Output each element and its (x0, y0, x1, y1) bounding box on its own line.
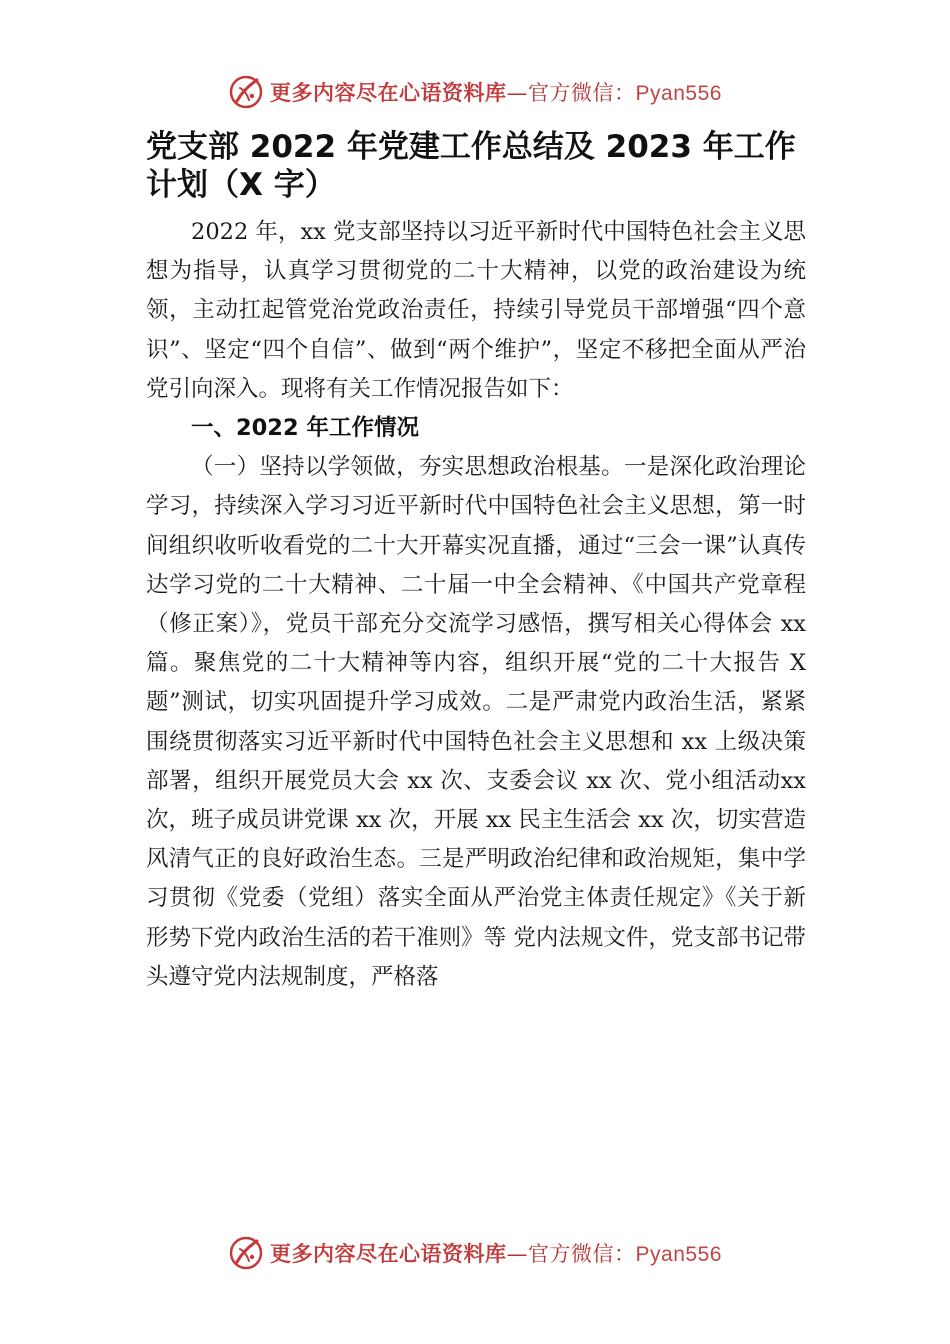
banner-main-text: 更多内容尽在心语资料库 (270, 1242, 507, 1266)
document-body (146, 213, 806, 997)
intro-paragraph: 2022 年，xx 党支部坚持以习近平新时代中国特色社会主义思想为指导，认真学习贯彻党的二十大精神，以党的政治建设为统领，主动扛起管党治党政治责任，持续引导党员干部增强“四个意识”、坚定“四个自信”、做到“两个维护”，坚定不移把全面从严治党引向深入。现将有关工作情况报告如下： (146, 219, 806, 402)
banner-wechat-label: —官方微信： (506, 1242, 636, 1266)
header-banner (0, 70, 950, 114)
section-paragraph: （一）坚持以学领做，夯实思想政治根基。一是深化政治理论学习，持续深入学习习近平新时代中国特色社会主义思想，第一时间组织收听收看党的二十大开幕实况直播，通过“三会一课”认真传达学习党的二十大精神、二十届一中全会精神、《中国共产党章程（修正案）》，党员干部充分交流学习感悟，撰写相关心得体会 xx 篇。聚焦党的二十大精神等内容，组织开展“党的二十大报告 X 题”测试，切实巩固提升学习成效。二是严肃党内政治生活，紧紧围绕贯彻落实习近平新时代中国特色社会主义思想和 xx 上级决策部署，组织开展党员大会 xx 次、支委会议 xx 次、党小组活动xx 次，班子成员讲党课 xx 次，开展 xx 民主生活会 xx 次，切实营造风清气正的良好政治生态。三是严明政治纪律和政治规矩，集中学习贯彻《党委（党组）落实全面从严治党主体责任规定》《关于新形势下党内政治生活的若干准则》等 党内法规文件，党支部书记带头遵守党内法规制度，严格落 (146, 454, 806, 990)
section-heading: 一、2022 年工作情况 (191, 415, 419, 442)
document-title: 党支部 2022 年党建工作总结及 2023 年工作计划（X 字） (146, 129, 796, 203)
banner-text (270, 1238, 722, 1268)
footer-banner (0, 1231, 950, 1275)
logo-icon (228, 1235, 264, 1271)
logo-icon (228, 74, 264, 110)
banner-main-text: 更多内容尽在心语资料库 (270, 81, 507, 105)
banner-wechat-id: Pyan556 (635, 82, 722, 105)
banner-wechat-label: —官方微信： (506, 81, 636, 105)
banner-wechat-id: Pyan556 (635, 1243, 722, 1266)
banner-text (270, 77, 722, 107)
